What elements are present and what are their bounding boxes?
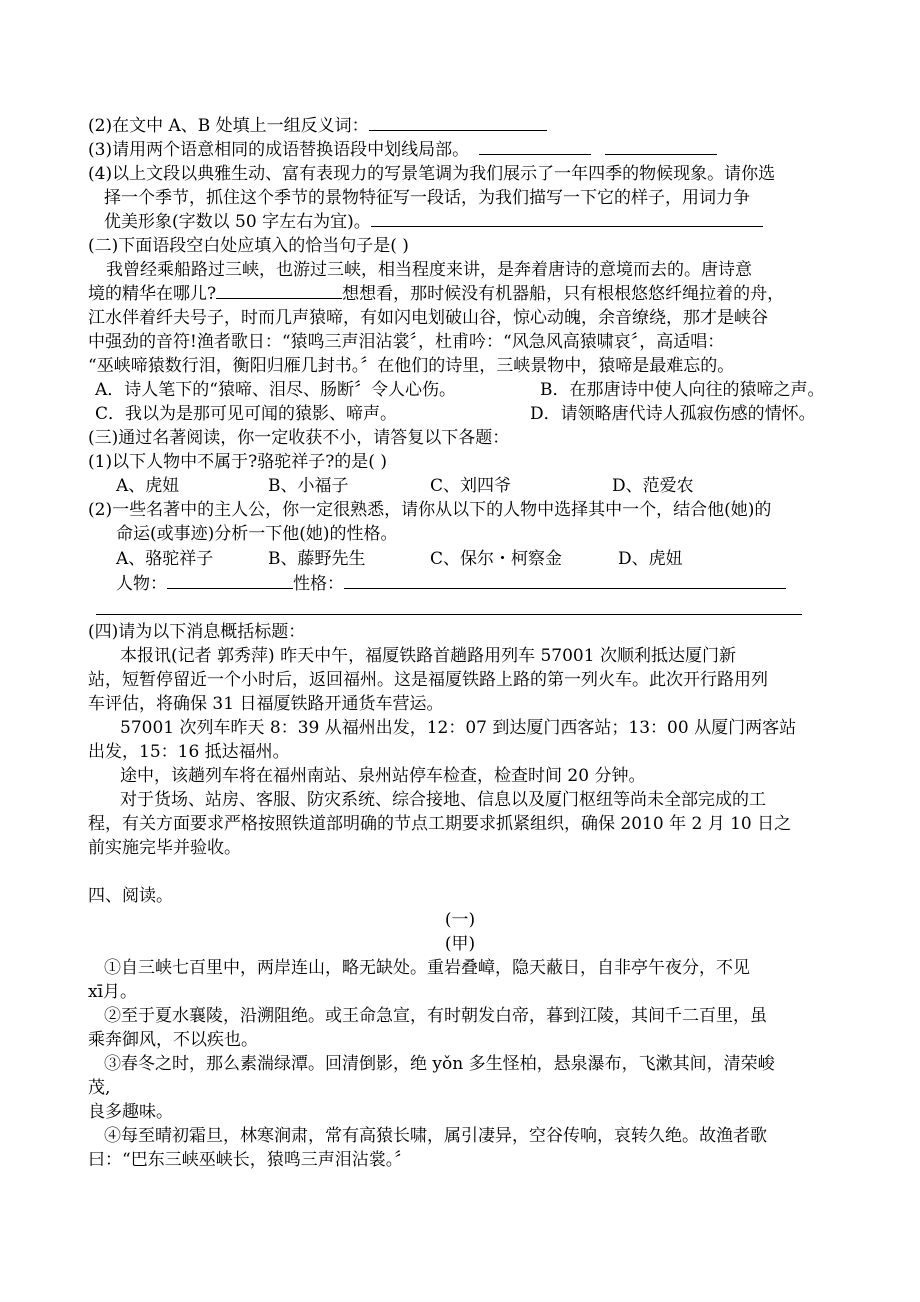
part3-question-2-line-1: (2)一些名著中的主人公，你一定很熟悉，请你从以下的人物中选择其中一个，结合他(她)的	[88, 500, 772, 520]
option-d[interactable]: D．请领略唐代诗人孤寂伤感的情怀。	[530, 404, 816, 424]
part3-title: (三)通过名著阅读，你一定收获不小，请答复以下各题：	[88, 428, 510, 448]
q2-option-d[interactable]: D、虎妞	[618, 549, 683, 569]
part2-title: (二)下面语段空白处应填入的恰当句子是( )	[88, 236, 409, 256]
part4-title: (四)请为以下消息概括标题：	[88, 622, 306, 642]
section-4-title: 四、阅读。	[88, 886, 173, 906]
reading-para-2-line-2: 乘奔御风，不以疾也。	[88, 1030, 258, 1050]
option-b[interactable]: B．在那唐诗中使人向往的猿啼之声。	[540, 380, 825, 400]
question-4-line-1: (4)以上文段以典雅生动、富有表现力的写景笔调为我们展示了一年四季的物候现象。请你选	[88, 164, 776, 184]
news-para-1-line-3: 车评估，将确保 31 日福厦铁路开通货车营运。	[88, 694, 444, 714]
news-para-2-line-2: 出发，15：16 抵达福州。	[88, 742, 290, 762]
question-3	[88, 138, 717, 162]
part3-question-1: (1)以下人物中不属于?骆驼祥子?的是( )	[88, 452, 387, 472]
news-para-1-line-1: 本报讯(记者 郭秀萍) 昨天中午，福厦铁路首趟路用列车 57001 次顺利抵达厦门新	[120, 646, 736, 666]
person-label: 人物：	[116, 574, 167, 594]
subsection-title: (一)	[444, 910, 476, 930]
q1-option-a[interactable]: A、虎妞	[116, 476, 180, 496]
option-c[interactable]: C．我以为是那可见可闻的猿影、啼声。	[95, 404, 398, 424]
q1-option-c[interactable]: C、刘四爷	[430, 476, 512, 496]
question-4-line-2: 择一个季节，抓住这个季节的景物特征写一段话，为我们描写一下它的样子，用词力争	[104, 188, 750, 208]
reading-para-3-line-1: ③春冬之时，那么素湍绿潭。回清倒影，绝 yǒn 多生怪柏，悬泉瀑布，飞漱其间，清荣峻	[104, 1054, 775, 1074]
news-para-4-line-1: 对于货场、站房、客服、防灾系统、综合接地、信息以及厦门枢纽等尚未全部完成的工	[120, 790, 766, 810]
reading-para-3-line-2: 茂,	[88, 1078, 111, 1098]
part2-para-line-5: “巫峡啼猿数行泪，衡阳归雁几封书。〞在他们的诗里，三峡景物中，猿啼是最难忘的。	[88, 356, 735, 376]
reading-para-1-line-1: ①自三峡七百里中，两岸连山，略无缺处。重岩叠嶂，隐天蔽日，自非亭午夜分，不见	[104, 958, 750, 978]
question-4-line-3	[104, 210, 763, 234]
part2-para-line-1: 我曾经乘船路过三峡，也游过三峡，相当程度来讲，是奔着唐诗的意境而去的。唐诗意	[106, 260, 752, 280]
trait-label: 性格：	[293, 574, 344, 594]
part2-para-line-3: 江水伴着纤夫号子，时而几声猿啼，有如闪电划破山谷，惊心动魄，余音缭绕，那才是峡谷	[88, 308, 768, 328]
answer-line[interactable]	[96, 614, 802, 615]
answer-blank-1[interactable]	[479, 138, 591, 155]
part3-question-2-line-2: 命运(或事迹)分析一下他(她)的性格。	[116, 524, 398, 544]
news-para-4-line-3: 前实施完毕并验收。	[88, 838, 241, 858]
person-blank[interactable]	[167, 572, 293, 589]
person-trait-line	[116, 572, 786, 596]
reading-para-1-line-2: xī月。	[88, 982, 138, 1002]
reading-para-4-line-2: 曰：“巴东三峡巫峡长，猿鸣三声泪沾裳。〞	[88, 1150, 412, 1170]
reading-para-3-line-3: 良多趣味。	[88, 1102, 173, 1122]
subsection-subtitle: (甲)	[444, 934, 476, 954]
news-para-2-line-1: 57001 次列车昨天 8：39 从福州出发，12：07 到达厦门西客站；13：00 从厦门两客站	[120, 718, 797, 738]
q2-option-a[interactable]: A、骆驼祥子	[116, 549, 214, 569]
question-2-text: (2)在文中 A、B 处填上一组反义词：	[88, 116, 369, 136]
answer-blank[interactable]	[369, 114, 547, 131]
trait-blank[interactable]	[344, 572, 786, 589]
question-3-text: (3)请用两个语意相同的成语替换语段中划线局部。	[88, 140, 470, 160]
question-4-text: 优美形象(字数以 50 字左右为宜)。	[104, 212, 371, 232]
part2-para-line-4: 中强劲的音符!渔者歌日：“猿鸣三声泪沾裳〞，杜甫吟：“风急风高猿啸哀〞，高适唱：	[88, 332, 725, 352]
part2-para-line-2	[88, 282, 784, 306]
q2-option-c[interactable]: C、保尔・柯察金	[430, 549, 563, 569]
answer-blank[interactable]	[371, 210, 763, 227]
reading-para-2-line-1: ②至于夏水襄陵，沿溯阻绝。或王命急宣，有时朝发白帝，暮到江陵，其间千二百里，虽	[104, 1006, 767, 1026]
reading-para-4-line-1: ④每至晴初霜旦，林寒涧肃，常有高猿长啸，属引凄异，空谷传响，哀转久绝。故渔者歌	[104, 1126, 767, 1146]
q1-option-b[interactable]: B、小福子	[268, 476, 349, 496]
option-a[interactable]: A．诗人笔下的“猿啼、泪尽、肠断〞令人心伤。	[95, 380, 456, 400]
news-para-4-line-2: 程，有关方面要求严格按照铁道部明确的节点工期要求抓紧组织，确保 2010 年 2 月 10 日之	[88, 814, 792, 834]
part2-text: 想想看，那时候没有机器船，只有根根悠悠纤绳拉着的舟，	[342, 284, 785, 304]
q2-option-b[interactable]: B、藤野先生	[268, 549, 366, 569]
news-para-1-line-2: 站，短暂停留近一个小时后，返回福州。这是福厦铁路上路的第一列火车。此次开行路用列	[88, 670, 768, 690]
answer-blank-2[interactable]	[605, 138, 717, 155]
question-2	[88, 114, 547, 138]
news-para-3: 途中，该趟列车将在福州南站、泉州站停车检查，检查时间 20 分钟。	[120, 766, 646, 786]
q1-option-d[interactable]: D、范爱农	[612, 476, 694, 496]
fill-blank[interactable]	[216, 282, 342, 299]
part2-text: 境的精华在哪儿?	[88, 284, 217, 304]
